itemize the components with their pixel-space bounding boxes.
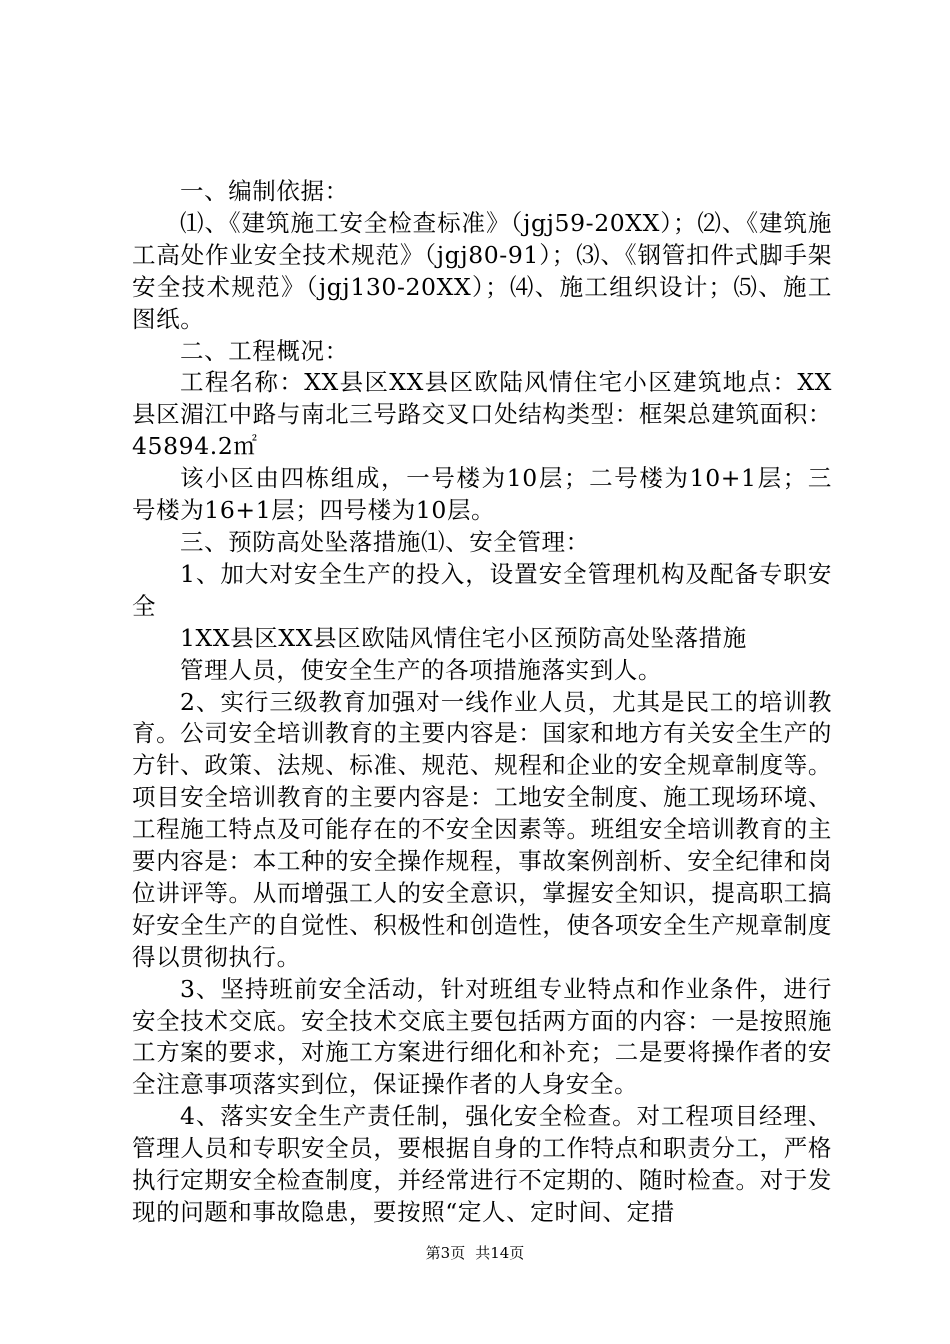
measure-item-1-paragraph: 1、加大对安全生产的投入，设置安全管理机构及配备专职安全 xyxy=(132,559,832,620)
measure-item-3-paragraph: 3、坚持班前安全活动，针对班组专业特点和作业条件，进行安全技术交底。安全技术交底主要包括两方面的内容：一是按照施工方案的要求，对施工方案进行细化和补充；二是要将操作者的安全注意事项落实到位，保证操作者的人身安全。 xyxy=(132,974,832,1099)
measure-item-2-paragraph: 2、实行三级教育加强对一线作业人员，尤其是民工的培训教育。公司安全培训教育的主要内容是：国家和地方有关安全生产的方针、政策、法规、标准、规范、规程和企业的安全规章制度等。项目安全培训教育的主要内容是：工地安全制度、施工现场环境、工程施工特点及可能存在的不安全因素等。班组安全培训教育的主要内容是：本工种的安全操作规程，事故案例剖析、安全纪律和岗位讲评等。从而增强工人的安全意识，掌握安全知识，提高职工搞好安全生产的自觉性、积极性和创造性，使各项安全生产规章制度得以贯彻执行。 xyxy=(132,687,832,971)
page-number-current: 第3页 xyxy=(425,1244,466,1262)
basis-list-paragraph: ⑴、《建筑施工安全检查标准》（jgj59-20XX）；⑵、《建筑施工高处作业安全技术规范》（jgj80-91）；⑶、《钢管扣件式脚手架安全技术规范》（jgj130-20XX）；⑷、施工组织设计；⑸、施工图纸。 xyxy=(132,208,832,333)
project-info-paragraph: 工程名称：XX县区XX县区欧陆风情住宅小区建筑地点：XX县区湄江中路与南北三号路交叉口处结构类型：框架总建筑面积：45894.2㎡ xyxy=(132,368,832,461)
page-number-total: 共14页 xyxy=(475,1244,525,1262)
inline-running-header: 1XX县区XX县区欧陆风情住宅小区预防高处坠落措施 xyxy=(180,623,747,652)
section-heading-measures: 三、预防高处坠落措施⑴、安全管理： xyxy=(180,527,590,556)
page-footer xyxy=(0,1243,950,1263)
document-body xyxy=(132,176,832,1229)
section-heading-overview: 二、工程概况： xyxy=(180,336,349,365)
measure-item-4-paragraph: 4、落实安全生产责任制，强化安全检查。对工程项目经理、管理人员和专职安全员，要根据自身的工作特点和职责分工，严格执行定期安全检查制度，并经常进行不定期的、随时检查。对于发现的问题和事故隐患，要按照“定人、定时间、定措 xyxy=(132,1102,832,1226)
section-heading-basis: 一、编制依据： xyxy=(180,177,349,205)
measure-item-1-continuation: 管理人员，使安全生产的各项措施落实到人。 xyxy=(180,655,662,684)
building-composition-paragraph: 该小区由四栋组成，一号楼为10层；二号楼为10+1层；三号楼为16+1层；四号楼为10层。 xyxy=(132,464,832,525)
